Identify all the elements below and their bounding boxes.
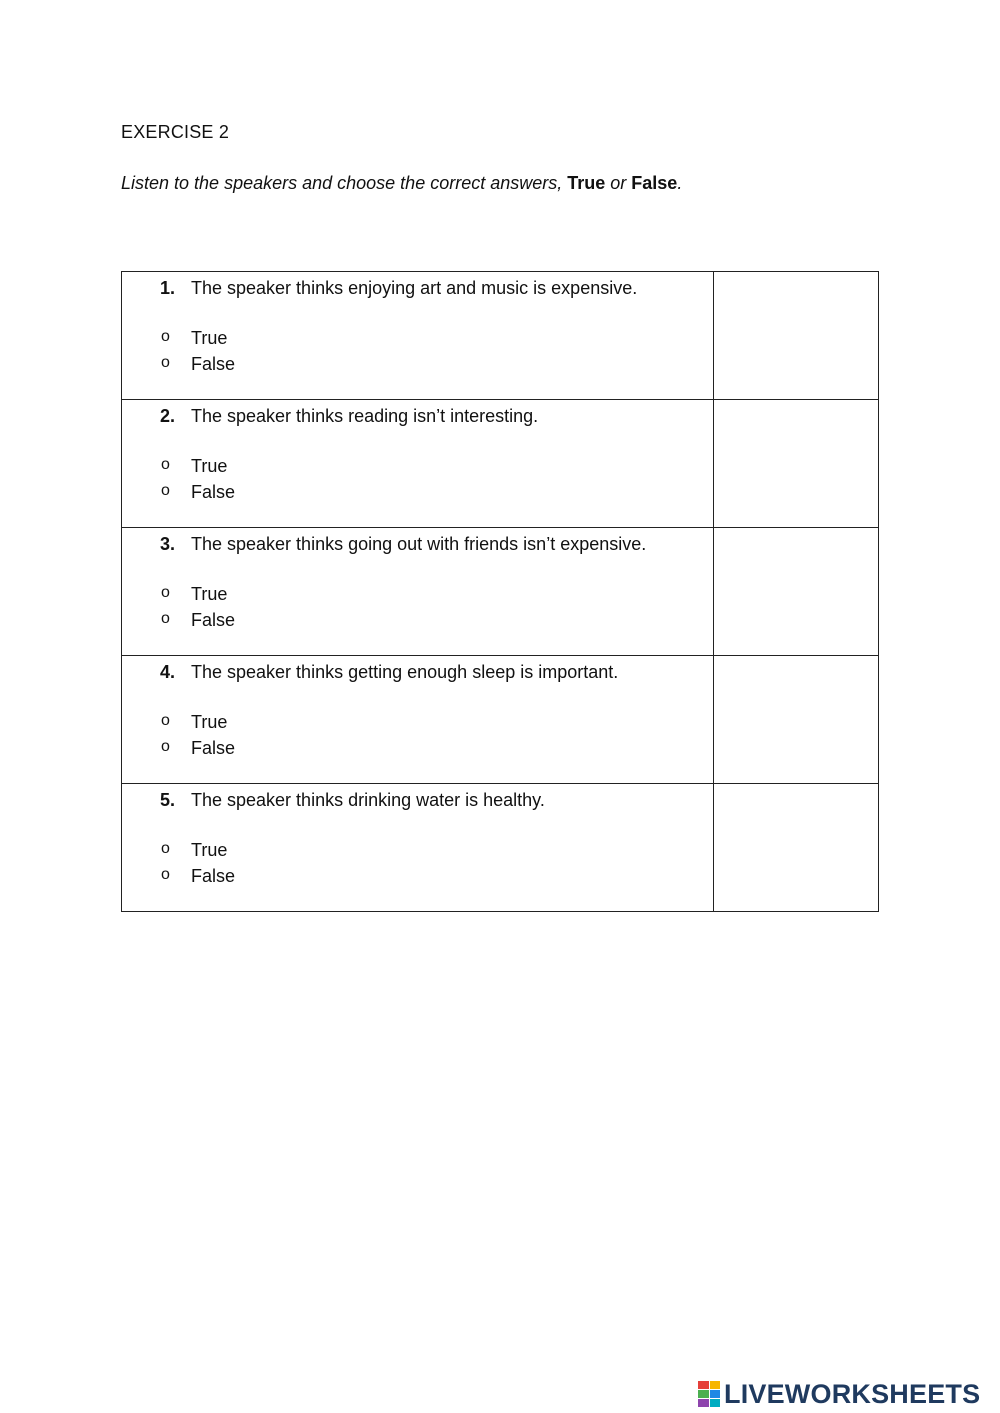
option-true[interactable] <box>122 584 713 610</box>
radio-circle-icon[interactable]: o <box>161 738 170 755</box>
question-number: 1. <box>160 278 176 298</box>
option-label: False <box>191 738 236 758</box>
question-number: 3. <box>160 534 176 554</box>
option-false[interactable] <box>122 354 713 380</box>
question-text: The speaker thinks drinking water is healthy. <box>191 790 545 810</box>
radio-circle-icon[interactable]: o <box>161 840 170 857</box>
question-line <box>122 790 713 816</box>
logo-block <box>698 1390 709 1398</box>
answer-cell[interactable] <box>714 784 879 912</box>
question-number: 4. <box>160 662 176 682</box>
instructions-prefix: Listen to the speakers and choose the correct answers, <box>121 173 568 193</box>
question-text: The speaker thinks getting enough sleep is important. <box>191 662 619 682</box>
radio-circle-icon[interactable]: o <box>161 584 170 601</box>
question-cell <box>122 528 714 656</box>
logo-text: LIVEWORKSHEETS <box>724 1378 981 1409</box>
option-false[interactable] <box>122 482 713 508</box>
answer-cell[interactable] <box>714 272 879 400</box>
question-line <box>122 534 713 560</box>
radio-circle-icon[interactable]: o <box>161 610 170 627</box>
option-false[interactable] <box>122 610 713 636</box>
question-row <box>122 400 879 528</box>
answer-cell[interactable] <box>714 528 879 656</box>
questions-table <box>121 271 879 912</box>
question-row <box>122 272 879 400</box>
question-cell <box>122 400 714 528</box>
question-cell <box>122 656 714 784</box>
liveworksheets-logo-icon <box>698 1381 720 1407</box>
option-label: True <box>191 712 228 732</box>
option-false[interactable] <box>122 866 713 892</box>
option-label: False <box>191 610 236 630</box>
instructions-or-word: or <box>605 173 632 193</box>
question-text: The speaker thinks enjoying art and music is expensive. <box>191 278 638 298</box>
exercise-title: EXERCISE 2 <box>121 122 230 142</box>
option-true[interactable] <box>122 840 713 866</box>
option-label: True <box>191 840 228 860</box>
option-label: False <box>191 866 236 886</box>
question-line <box>122 406 713 432</box>
liveworksheets-logo <box>698 1378 980 1410</box>
question-cell <box>122 784 714 912</box>
option-label: True <box>191 328 228 348</box>
question-number: 2. <box>160 406 176 426</box>
logo-block <box>710 1399 721 1407</box>
question-row <box>122 784 879 912</box>
option-true[interactable] <box>122 456 713 482</box>
logo-block <box>710 1381 721 1389</box>
question-row <box>122 528 879 656</box>
answer-cell[interactable] <box>714 656 879 784</box>
answer-cell[interactable] <box>714 400 879 528</box>
question-text: The speaker thinks going out with friends isn’t expensive. <box>191 534 647 554</box>
option-false[interactable] <box>122 738 713 764</box>
option-label: False <box>191 482 236 502</box>
question-row <box>122 656 879 784</box>
option-true[interactable] <box>122 712 713 738</box>
logo-block <box>698 1399 709 1407</box>
option-label: True <box>191 456 228 476</box>
option-label: False <box>191 354 236 374</box>
instructions-suffix: . <box>677 173 683 193</box>
logo-block <box>710 1390 721 1398</box>
question-cell <box>122 272 714 400</box>
question-line <box>122 662 713 688</box>
radio-circle-icon[interactable]: o <box>161 328 170 345</box>
radio-circle-icon[interactable]: o <box>161 456 170 473</box>
radio-circle-icon[interactable]: o <box>161 354 170 371</box>
logo-block <box>698 1381 709 1389</box>
instructions-true-word: True <box>567 173 606 193</box>
option-label: True <box>191 584 228 604</box>
radio-circle-icon[interactable]: o <box>161 866 170 883</box>
instructions-false-word: False <box>631 173 678 193</box>
question-line <box>122 278 713 304</box>
instructions <box>121 173 682 194</box>
radio-circle-icon[interactable]: o <box>161 482 170 499</box>
option-true[interactable] <box>122 328 713 354</box>
question-number: 5. <box>160 790 176 810</box>
question-text: The speaker thinks reading isn’t interesting. <box>191 406 539 426</box>
radio-circle-icon[interactable]: o <box>161 712 170 729</box>
